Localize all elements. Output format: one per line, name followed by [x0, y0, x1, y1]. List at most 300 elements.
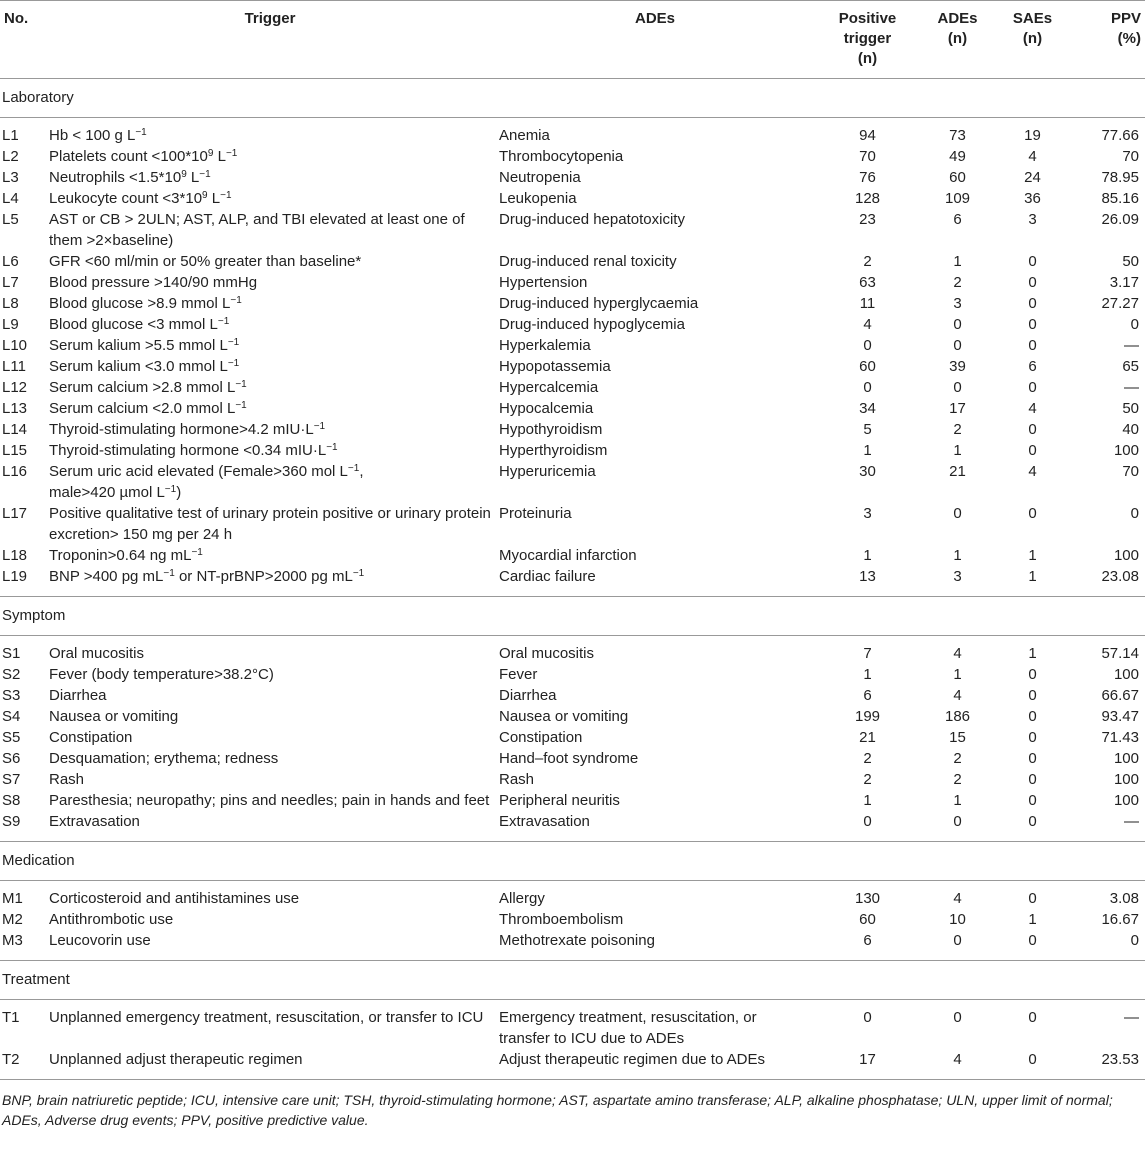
trigger-cell [45, 419, 495, 440]
trigger-cell [45, 146, 495, 167]
ades-count: 0 [953, 337, 962, 354]
trigger-cell [45, 272, 495, 293]
header-saes-n [995, 1, 1070, 79]
trigger-text: BNP >400 pg mL [49, 568, 164, 585]
ppv-value: 3.17 [1109, 274, 1139, 291]
header-trigger: Trigger [45, 1, 495, 79]
positive-trigger-count: 30 [859, 463, 876, 480]
positive-trigger-count: 13 [815, 566, 920, 597]
section-title: Symptom [0, 597, 1145, 636]
trigger-superscript: −1 [199, 169, 211, 180]
trigger-cell [45, 545, 495, 566]
row-number: M2 [2, 911, 23, 928]
ppv-value: 77.66 [1101, 127, 1139, 144]
positive-trigger-count: 5 [863, 421, 872, 438]
positive-trigger-count: 21 [859, 729, 876, 746]
ade-cell: Extravasation [495, 811, 815, 842]
saes-count: 0 [1028, 421, 1037, 438]
ppv-value: 0 [1130, 316, 1139, 333]
ppv-value: 57.14 [1101, 645, 1139, 662]
saes-count: 0 [1028, 253, 1037, 270]
header-ades-n-line1: ADEs [937, 10, 978, 27]
row-number: L9 [2, 316, 19, 333]
ppv-value: 50 [1122, 400, 1139, 417]
row-number: L6 [2, 253, 19, 270]
ade-cell: Drug-induced hypoglycemia [499, 316, 685, 333]
saes-count: 36 [1024, 190, 1041, 207]
ade-cell: Hypocalcemia [499, 400, 594, 417]
table-row [0, 440, 1145, 461]
trigger-cell [45, 440, 495, 461]
trigger-superscript: −1 [220, 190, 232, 201]
row-number: S5 [2, 729, 21, 746]
positive-trigger-count: 128 [854, 190, 881, 207]
table-row [0, 419, 1145, 440]
row-number: L11 [2, 358, 26, 375]
saes-count: 4 [1028, 463, 1037, 480]
header-ades: ADEs [495, 1, 815, 79]
ade-cell: Drug-induced renal toxicity [499, 253, 677, 270]
trigger-text: Extravasation [49, 813, 140, 830]
positive-trigger-count: 1 [863, 547, 872, 564]
table-row [0, 251, 1145, 272]
trigger-superscript: −1 [163, 568, 175, 579]
table-row [0, 930, 1145, 961]
section-title: Laboratory [0, 79, 1145, 118]
trigger-superscript: −1 [347, 463, 360, 474]
positive-trigger-count: 4 [863, 316, 872, 333]
positive-trigger-count: 3 [863, 505, 872, 522]
trigger-text: Leukocyte count <3*10 [49, 190, 203, 207]
trigger-text: Neutrophils <1.5*10 [49, 169, 182, 186]
ppv-value: 40 [1122, 421, 1139, 438]
ades-count: 1 [953, 253, 962, 270]
saes-count: 1 [1028, 547, 1037, 564]
ppv-value: 70 [1122, 148, 1139, 165]
table-row [0, 727, 1145, 748]
table-footnote: BNP, brain natriuretic peptide; ICU, intensive care unit; TSH, thyroid-stimulating hormone; AST, aspartate amino transferase; ALP, alkaline phosphatase; ULN, upper limit of normal; ADEs, Adverse drug events; PPV, positive predictive value. [2, 1092, 1113, 1128]
table-row [0, 461, 1145, 503]
row-number: L14 [2, 421, 28, 438]
ades-count: 0 [920, 930, 995, 961]
saes-count: 0 [1028, 687, 1037, 704]
trigger-superscript: 9 [207, 148, 214, 159]
trigger-superscript: −1 [235, 400, 247, 411]
saes-count: 0 [1028, 708, 1037, 725]
row-number: L3 [2, 169, 19, 186]
saes-count: 0 [1028, 295, 1037, 312]
row-number: S2 [2, 666, 21, 683]
ppv-value: 23.08 [1070, 566, 1145, 597]
positive-trigger-count: 63 [859, 274, 876, 291]
section-title: Medication [0, 842, 1145, 881]
trigger-text: Thyroid-stimulating hormone <0.34 mIU·L [49, 442, 327, 459]
header-ppv-line1: PPV [1110, 10, 1141, 27]
ades-count: 3 [953, 295, 962, 312]
ade-cell: Hypopotassemia [499, 358, 611, 375]
ppv-value: 85.16 [1101, 190, 1139, 207]
trigger-text: Blood pressure >140/90 mmHg [49, 274, 258, 291]
ades-count: 1 [953, 666, 962, 683]
header-positive-line3: (n) [857, 50, 878, 67]
saes-count: 0 [1028, 379, 1037, 396]
table-row [0, 398, 1145, 419]
trigger-cell [45, 461, 495, 503]
trigger-superscript: −1 [191, 547, 203, 558]
row-number: S8 [2, 792, 21, 809]
trigger-cell [45, 293, 495, 314]
saes-count: 0 [995, 811, 1070, 842]
ade-cell: Hand–foot syndrome [499, 750, 639, 767]
ade-cell: Emergency treatment, resuscitation, or transfer to ICU due to ADEs [499, 1009, 757, 1047]
trigger-text: Serum calcium <2.0 mmol L [49, 400, 236, 417]
ade-cell: Leukopenia [499, 190, 577, 207]
ppv-value: 26.09 [1101, 211, 1139, 228]
row-number: L19 [0, 566, 45, 597]
trigger-text: Fever (body temperature>38.2°C) [49, 666, 274, 683]
saes-count: 3 [1028, 211, 1037, 228]
positive-trigger-count: 11 [859, 295, 876, 312]
ade-cell: Hypertension [499, 274, 588, 291]
row-number: L13 [2, 400, 28, 417]
ade-cell: Drug-induced hepatotoxicity [499, 211, 685, 228]
positive-trigger-count: 2 [863, 771, 872, 788]
trigger-text: Platelets count <100*10 [49, 148, 208, 165]
table-header [0, 1, 1145, 79]
trigger-cell [45, 636, 495, 665]
table-row [0, 314, 1145, 335]
ade-cell: Constipation [499, 729, 583, 746]
trigger-cell [45, 664, 495, 685]
saes-count: 0 [1028, 442, 1037, 459]
ades-count: 0 [953, 505, 962, 522]
ades-count: 1 [953, 442, 962, 459]
table-row [0, 664, 1145, 685]
trigger-text: or NT-prBNP>2000 pg mL [174, 568, 353, 585]
row-number: L7 [2, 274, 19, 291]
ade-cell: Allergy [499, 890, 545, 907]
trigger-cell [45, 909, 495, 930]
trigger-cell [45, 769, 495, 790]
ades-count: 1 [953, 792, 962, 809]
table-row [0, 1000, 1145, 1050]
positive-trigger-count: 130 [854, 890, 881, 907]
row-number: L16 [2, 463, 28, 480]
table-row [0, 188, 1145, 209]
ade-cell: Anemia [499, 127, 550, 144]
trigger-text: Hb < 100 g L [49, 127, 136, 144]
positive-trigger-count: 6 [863, 687, 872, 704]
ppv-value: 27.27 [1101, 295, 1139, 312]
ades-count: 1 [953, 547, 962, 564]
table-row [0, 909, 1145, 930]
trigger-text: , [359, 463, 364, 480]
trigger-superscript: 9 [181, 169, 187, 180]
trigger-text: L [207, 190, 221, 207]
table-row [0, 118, 1145, 147]
trigger-text: Unplanned emergency treatment, resuscitation, or transfer to ICU [49, 1009, 484, 1026]
ppv-value: 100 [1113, 771, 1139, 788]
ade-cell: Proteinuria [499, 505, 572, 522]
table-body [0, 79, 1145, 1080]
ppv-value: 0 [1130, 505, 1139, 522]
table-row [0, 503, 1145, 545]
trigger-cell [45, 118, 495, 147]
row-number: S7 [2, 771, 21, 788]
saes-count: 1 [995, 566, 1070, 597]
row-number: S3 [2, 687, 21, 704]
trigger-text: L [213, 148, 226, 165]
saes-count: 0 [1028, 666, 1037, 683]
trigger-text: Positive qualitative test of urinary protein positive or urinary protein excretion> 150 mg per 24 h [49, 505, 491, 543]
trigger-superscript: −1 [313, 421, 326, 432]
saes-count: 0 [995, 930, 1070, 961]
header-positive-line1: Positive [838, 10, 897, 27]
ades-count: 6 [953, 211, 962, 228]
ades-count: 0 [920, 811, 995, 842]
positive-trigger-count: 0 [863, 337, 872, 354]
positive-trigger-count: 2 [863, 750, 872, 767]
trigger-superscript: −1 [352, 568, 365, 579]
table-row [0, 377, 1145, 398]
saes-count: 24 [1024, 169, 1041, 186]
trigger-superscript: −1 [217, 316, 230, 327]
header-ppv [1070, 1, 1145, 79]
saes-count: 0 [1028, 1009, 1037, 1026]
ppv-value: 0 [1070, 930, 1145, 961]
ades-count: 2 [953, 750, 962, 767]
row-number: T1 [2, 1009, 20, 1026]
table-row [0, 293, 1145, 314]
ades-count: 17 [949, 400, 966, 417]
positive-trigger-count: 199 [854, 708, 881, 725]
header-ppv-line2: (%) [1117, 30, 1141, 47]
ades-count: 49 [949, 148, 966, 165]
ades-count: 2 [953, 421, 962, 438]
saes-count: 0 [1028, 792, 1037, 809]
ade-cell: Drug-induced hyperglycaemia [499, 295, 699, 312]
trigger-cell [45, 727, 495, 748]
trigger-superscript: −1 [227, 337, 240, 348]
ade-cell: Peripheral neuritis [499, 792, 620, 809]
trigger-text: Diarrhea [49, 687, 107, 704]
ade-cell: Oral mucositis [499, 645, 595, 662]
ade-cell: Thrombocytopenia [499, 148, 624, 165]
ade-cell: Adjust therapeutic regimen due to ADEs [495, 1049, 815, 1080]
trigger-text: Corticosteroid and antihistamines use [49, 890, 300, 907]
row-number: L8 [2, 295, 19, 312]
trigger-cell [45, 930, 495, 961]
trigger-cell [45, 748, 495, 769]
trigger-superscript: 9 [202, 190, 208, 201]
trigger-cell [45, 167, 495, 188]
row-number: L17 [2, 505, 28, 522]
ades-count: 4 [953, 645, 962, 662]
positive-trigger-count: 34 [859, 400, 876, 417]
ades-count: 2 [953, 274, 962, 291]
trigger-cell [45, 335, 495, 356]
trigger-text: Leucovorin use [49, 932, 151, 949]
ades-count: 3 [920, 566, 995, 597]
ade-cell: Neutropenia [499, 169, 581, 186]
ades-count: 109 [944, 190, 971, 207]
section-header-row [0, 842, 1145, 881]
saes-count: 0 [1028, 274, 1037, 291]
row-number: M3 [0, 930, 45, 961]
trigger-text: Constipation [49, 729, 133, 746]
row-number: S9 [0, 811, 45, 842]
trigger-text: Rash [49, 771, 85, 788]
trigger-cell [45, 706, 495, 727]
row-number: L5 [2, 211, 19, 228]
positive-trigger-count: 7 [863, 645, 872, 662]
trigger-cell [45, 566, 495, 597]
positive-trigger-count: 0 [815, 811, 920, 842]
trigger-superscript: −1 [135, 127, 147, 138]
saes-count: 0 [995, 1049, 1070, 1080]
trigger-cell [45, 685, 495, 706]
row-number: L4 [2, 190, 19, 207]
trigger-text: Unplanned adjust therapeutic regimen [49, 1051, 303, 1068]
positive-trigger-count: 1 [863, 666, 872, 683]
row-number: L12 [2, 379, 28, 396]
trigger-text: Blood glucose <3 mmol L [49, 316, 218, 333]
header-saes-n-line1: SAEs [1012, 10, 1053, 27]
trigger-cell [45, 356, 495, 377]
positive-trigger-count: 0 [863, 1009, 872, 1026]
trigger-text: Blood glucose >8.9 mmol L [49, 295, 231, 312]
ppv-value: 100 [1113, 792, 1139, 809]
trigger-cell [45, 790, 495, 811]
ades-count: 39 [949, 358, 966, 375]
header-positive-line2: trigger [843, 30, 892, 47]
row-number: L1 [2, 127, 19, 144]
ade-cell: Hyperthyroidism [499, 442, 608, 459]
header-saes-n-line2: (n) [1022, 30, 1043, 47]
trigger-text: Desquamation; erythema; redness [49, 750, 279, 767]
trigger-text: GFR <60 ml/min or 50% greater than baseline* [49, 253, 362, 270]
trigger-cell [45, 398, 495, 419]
positive-trigger-count: 23 [859, 211, 876, 228]
row-number: S6 [2, 750, 21, 767]
trigger-superscript: −1 [225, 148, 238, 159]
table-row [0, 748, 1145, 769]
saes-count: 0 [1028, 750, 1037, 767]
trigger-text: L [186, 169, 200, 186]
saes-count: 19 [1024, 127, 1041, 144]
ades-count: 15 [949, 729, 966, 746]
positive-trigger-count: 70 [859, 148, 876, 165]
saes-count: 1 [1028, 911, 1037, 928]
ppv-value: — [1124, 379, 1139, 396]
ppv-value: 100 [1113, 750, 1139, 767]
trigger-cell [45, 1000, 495, 1050]
table-row [0, 146, 1145, 167]
row-number: L2 [2, 148, 19, 165]
ppv-value: 93.47 [1101, 708, 1139, 725]
ppv-value: 100 [1113, 442, 1139, 459]
ppv-value: 3.08 [1109, 890, 1139, 907]
trigger-cell [45, 188, 495, 209]
ade-cell: Hypercalcemia [499, 379, 599, 396]
ppv-value: — [1124, 337, 1139, 354]
trigger-superscript: −1 [235, 379, 247, 390]
ade-cell: Methotrexate poisoning [495, 930, 815, 961]
trigger-cell [45, 314, 495, 335]
ades-count: 0 [953, 379, 962, 396]
positive-trigger-count: 94 [859, 127, 876, 144]
row-number: S1 [2, 645, 21, 662]
ppv-value: 100 [1113, 547, 1139, 564]
trigger-text: Serum calcium >2.8 mmol L [49, 379, 236, 396]
trigger-cell [45, 251, 495, 272]
saes-count: 0 [1028, 505, 1037, 522]
table-row [0, 545, 1145, 566]
trigger-text: Serum uric acid elevated (Female>360 mol L [49, 463, 348, 480]
ade-cell: Cardiac failure [495, 566, 815, 597]
trigger-superscript: −1 [227, 358, 240, 369]
positive-trigger-count: 60 [859, 358, 876, 375]
ades-count: 4 [953, 687, 962, 704]
trigger-text: male>420 µmol L [49, 484, 165, 501]
saes-count: 4 [1028, 148, 1037, 165]
ppv-value: 50 [1122, 253, 1139, 270]
positive-trigger-count: 0 [863, 379, 872, 396]
ade-cell: Hyperkalemia [499, 337, 591, 354]
table-row [0, 335, 1145, 356]
saes-count: 6 [1028, 358, 1037, 375]
saes-count: 0 [1028, 890, 1037, 907]
positive-trigger-count: 60 [859, 911, 876, 928]
ades-count: 21 [949, 463, 966, 480]
ade-cell: Hyperuricemia [499, 463, 596, 480]
ade-cell: Myocardial infarction [499, 547, 637, 564]
ade-cell: Nausea or vomiting [499, 708, 629, 725]
ades-count: 2 [953, 771, 962, 788]
table-row [0, 566, 1145, 597]
saes-count: 1 [1028, 645, 1037, 662]
row-number: L18 [2, 547, 28, 564]
table-row [0, 769, 1145, 790]
ppv-value: 78.95 [1101, 169, 1139, 186]
trigger-superscript: −1 [230, 295, 242, 306]
row-number: S4 [2, 708, 21, 725]
table-row [0, 881, 1145, 910]
trigger-superscript: −1 [326, 442, 338, 453]
saes-count: 4 [1028, 400, 1037, 417]
trigger-cell [45, 881, 495, 910]
ppv-value: 71.43 [1101, 729, 1139, 746]
trigger-cell [45, 503, 495, 545]
ppv-value: — [1124, 1009, 1139, 1026]
ades-count: 10 [949, 911, 966, 928]
ade-cell: Diarrhea [499, 687, 557, 704]
trigger-cell [45, 1049, 495, 1080]
table-row [0, 811, 1145, 842]
trigger-text: Oral mucositis [49, 645, 145, 662]
trigger-text: ) [176, 484, 182, 501]
trigger-text: Thyroid-stimulating hormone>4.2 mIU·L [49, 421, 314, 438]
trigger-text: Antithrombotic use [49, 911, 174, 928]
ades-count: 73 [949, 127, 966, 144]
table-row [0, 685, 1145, 706]
trigger-cell [45, 377, 495, 398]
header-no: No. [0, 1, 45, 79]
row-number: L10 [2, 337, 28, 354]
ppv-value: 66.67 [1101, 687, 1139, 704]
trigger-superscript: −1 [164, 484, 177, 495]
ades-count: 60 [949, 169, 966, 186]
